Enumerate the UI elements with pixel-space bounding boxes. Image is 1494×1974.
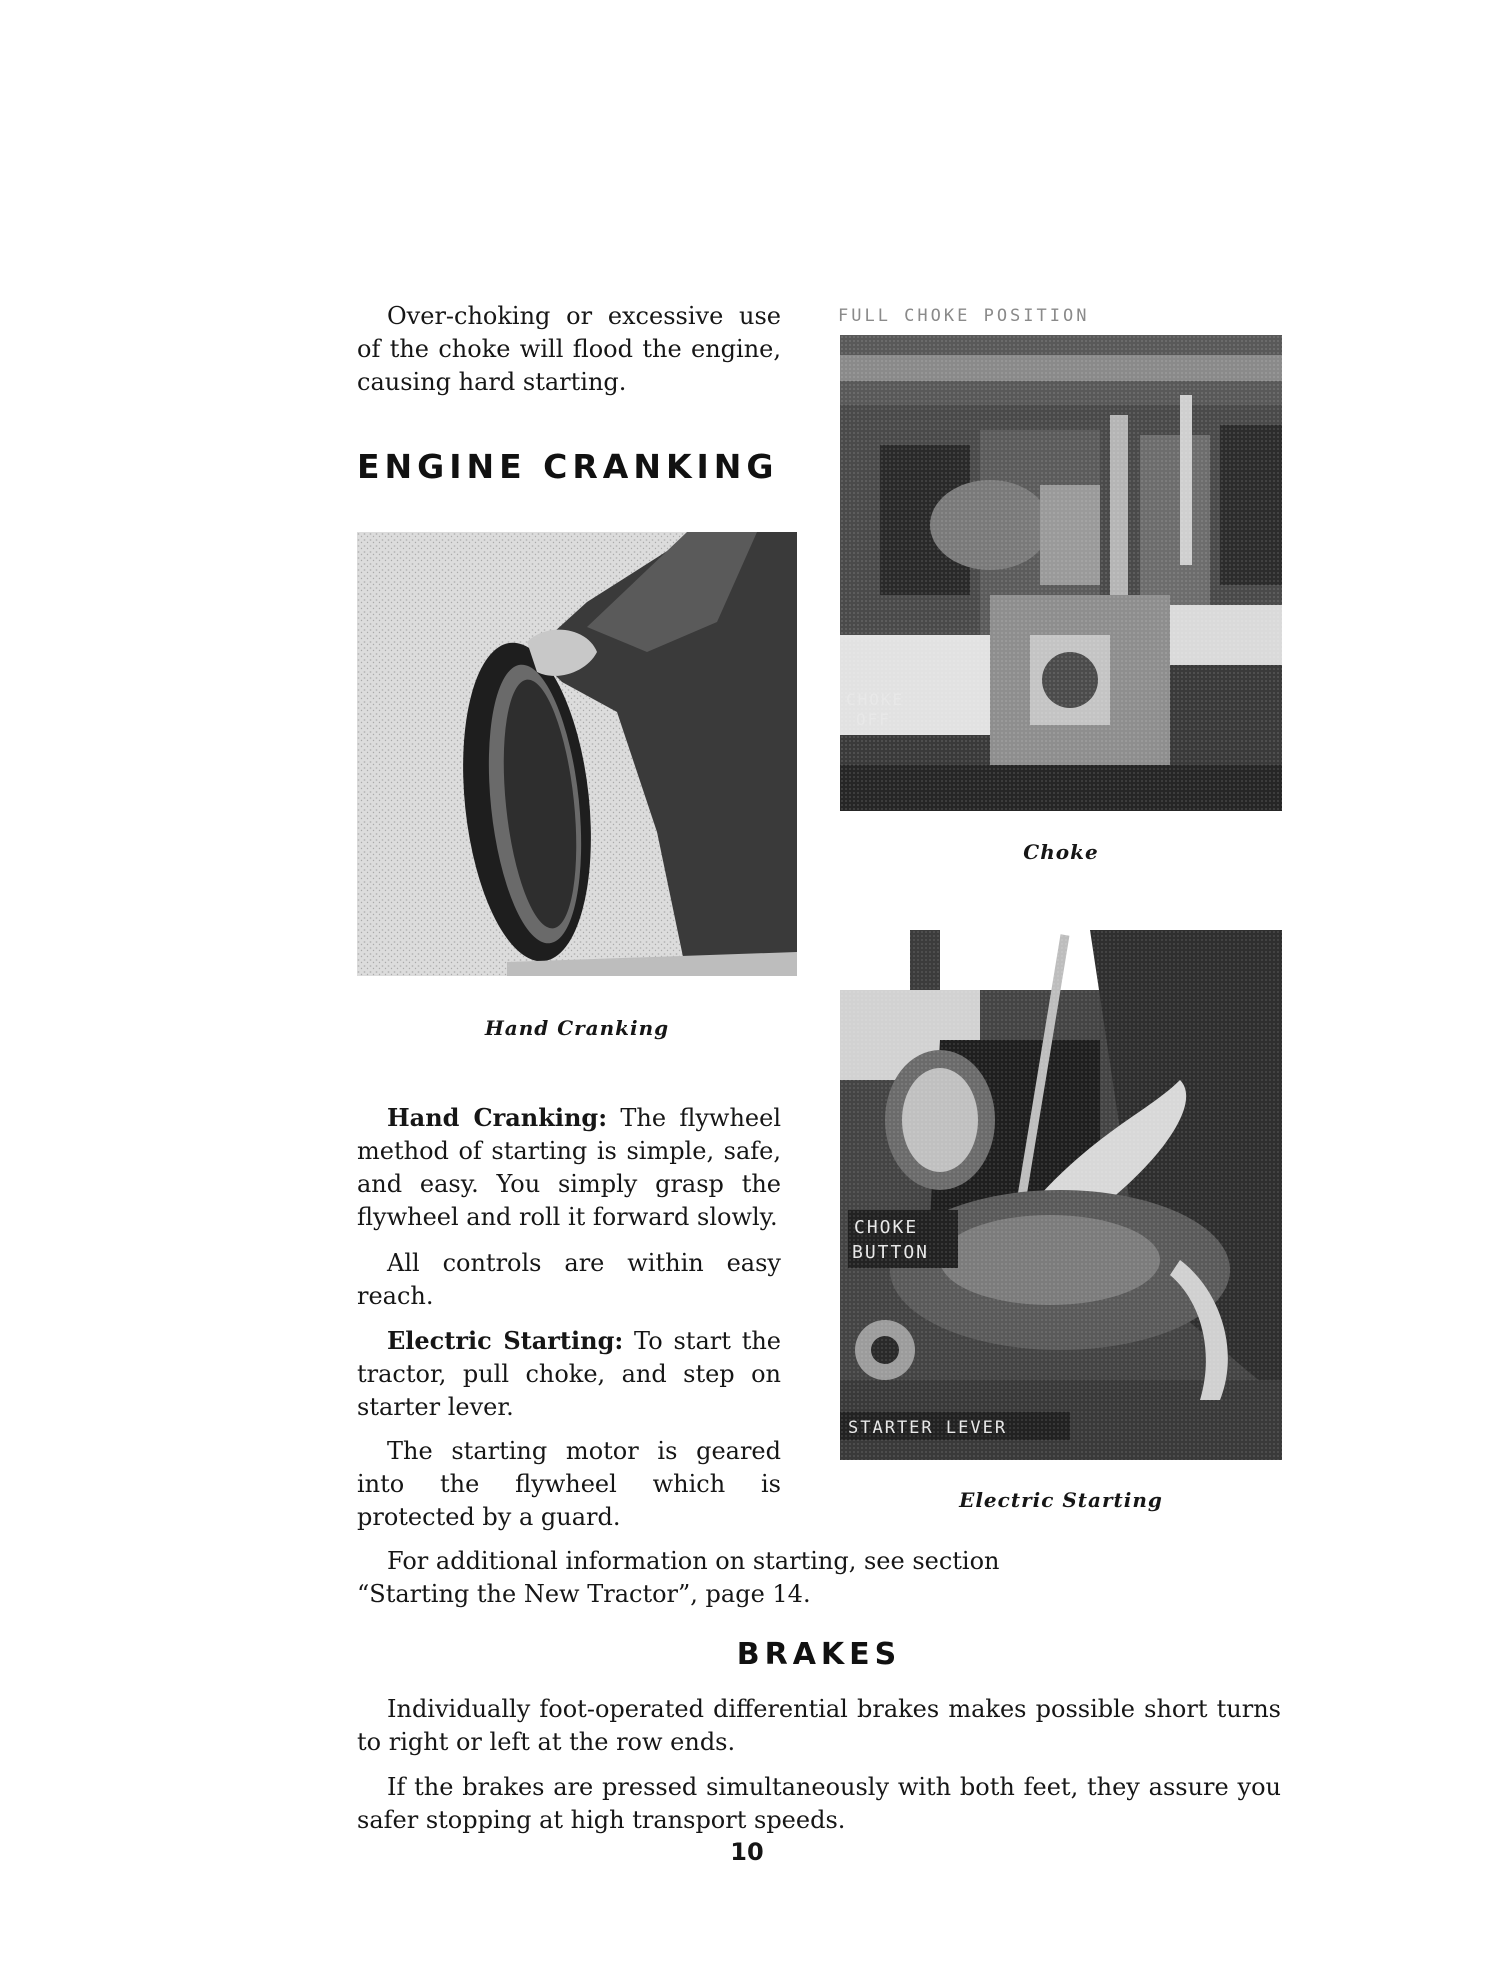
starter-lever-label: STARTER LEVER bbox=[848, 1418, 1008, 1438]
hand-cranking-text: The flywheel method of starting is simple, safe, and easy. You simply grasp the flywheel and roll it forward slowly. bbox=[357, 1104, 781, 1231]
choke-off-label-2: OFF bbox=[856, 710, 891, 729]
hand-cranking-caption: Hand Cranking bbox=[484, 1016, 670, 1040]
hand-cranking-photo bbox=[357, 532, 797, 976]
electric-starting-photo bbox=[840, 930, 1282, 1460]
brakes-paragraph-1: Individually foot-operated differential brakes makes possible short turns to right or left at the row ends. bbox=[357, 1695, 1281, 1756]
electric-starting-paragraph bbox=[357, 1324, 781, 1424]
choke-button-label-1: CHOKE bbox=[854, 1217, 919, 1238]
page-number: 10 bbox=[730, 1838, 764, 1866]
electric-starting-caption: Electric Starting bbox=[959, 1488, 1163, 1512]
choke-caption: Choke bbox=[1023, 840, 1099, 864]
controls-paragraph: All controls are within easy reach. bbox=[357, 1249, 781, 1310]
brakes-heading: BRAKES bbox=[736, 1637, 902, 1672]
hand-cranking-paragraph bbox=[357, 1101, 781, 1234]
hand-cranking-lead: Hand Cranking: bbox=[387, 1103, 608, 1132]
brakes-paragraph-2: If the brakes are pressed simultaneously with both feet, they assure you safer stopping at high transport speeds. bbox=[357, 1773, 1281, 1834]
engine-cranking-heading: ENGINE CRANKING bbox=[357, 447, 779, 486]
intro-paragraph: Over-choking or excessive use of the choke will flood the engine, causing hard starting. bbox=[357, 302, 781, 396]
starting-motor-paragraph: The starting motor is geared into the flywheel which is protected by a guard. bbox=[357, 1437, 781, 1531]
choke-photo bbox=[840, 335, 1282, 811]
choke-photo-top-label: FULL CHOKE POSITION bbox=[838, 306, 1090, 326]
choke-button-label-2: BUTTON bbox=[852, 1242, 930, 1263]
additional-info-paragraph: For additional information on starting, see section “Starting the New Tractor”, page 14. bbox=[357, 1547, 1000, 1608]
electric-starting-text: To start the tractor, pull choke, and step on starter lever. bbox=[357, 1327, 781, 1421]
electric-starting-lead: Electric Starting: bbox=[387, 1326, 624, 1355]
choke-off-label-1: CHOKE bbox=[846, 690, 905, 709]
